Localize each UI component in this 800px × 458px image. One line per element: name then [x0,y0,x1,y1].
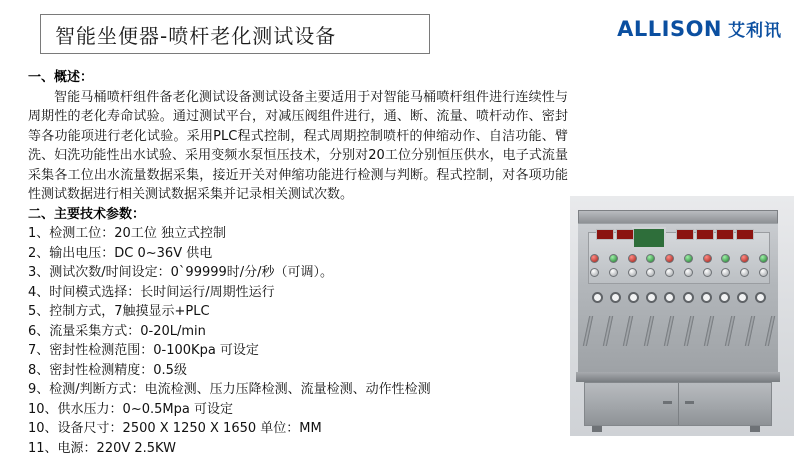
control-knob[interactable] [628,268,637,277]
hmi-touchscreen [632,227,666,249]
overview-paragraph: 智能马桶喷杆组件备老化测试设备测试设备主要适用于对智能马桶喷杆组件进行连续性与周期性的老化寿命试验。通过测试平台，对减压阀组件进行，通、断、流量、喷杆动作、密封等各功能项进行老化试验。采用PLC程式控制，程式周期控制喷杆的伸缩动作、自洁功能、臂洗、妇洗功能性出水试验、采用变频水泵恒压技术，分别对20工位分别恒压供水，电子式流量采集各工位出水流量数据采集，接近开关对伸缩功能进行检测与判断。程式控制，对各项功能性测试数据进行相关测试数据采集并记录相关测试次数。 [28,88,568,205]
pressure-gauge [628,292,639,303]
pressure-gauge [664,292,675,303]
spray-arm [664,316,674,346]
control-knob[interactable] [684,268,693,277]
spec-item: 10、设备尺寸：2500 X 1250 X 1650 单位：MM [28,419,568,439]
page-title-box [40,14,430,54]
spec-list [28,224,568,458]
control-knob[interactable] [703,268,712,277]
indicator-light [665,254,674,263]
control-knob[interactable] [759,268,768,277]
spray-arm [684,316,694,346]
spec-item: 10、供水压力：0~0.5Mpa 可设定 [28,400,568,420]
spec-item: 8、密封性检测精度：0.5级 [28,361,568,381]
spec-item: 4、时间模式选择：长时间运行/周期性运行 [28,283,568,303]
pressure-gauge [737,292,748,303]
spray-arm [623,316,633,346]
spray-arm [724,316,734,346]
spec-item: 1、检测工位：20工位 独立式控制 [28,224,568,244]
pressure-gauge [592,292,603,303]
control-knob[interactable] [590,268,599,277]
spray-arm [704,316,714,346]
work-bench [576,372,780,382]
indicator-light [721,254,730,263]
indicator-light [703,254,712,263]
digital-display [736,229,754,240]
pressure-gauge [646,292,657,303]
spray-arm [643,316,653,346]
indicator-light [684,254,693,263]
spec-item: 3、测试次数/时间设定：0`99999时/分/秒（可调）。 [28,263,568,283]
specs-heading: 二、主要技术参数： [28,205,568,225]
spec-item: 11、电源：220V 2.5KW [28,439,568,458]
control-knob[interactable] [665,268,674,277]
indicator-light [590,254,599,263]
door-divider [678,383,679,425]
spray-arm-row [586,316,772,346]
indicator-light [740,254,749,263]
digital-display [616,229,634,240]
spec-item: 5、控制方式，7触摸显示+PLC [28,302,568,322]
indicator-light [759,254,768,263]
pressure-gauge [683,292,694,303]
pressure-gauge [755,292,766,303]
lower-cabinet [584,382,772,426]
digital-display [676,229,694,240]
cabinet-foot [750,426,760,432]
indicator-light [646,254,655,263]
control-knob[interactable] [609,268,618,277]
pressure-gauge-row [592,292,766,303]
brand-name-cn: 艾利讯 [728,16,782,41]
pressure-gauge [610,292,621,303]
control-knob[interactable] [740,268,749,277]
indicator-light [609,254,618,263]
spec-item: 6、流量采集方式：0-20L/min [28,322,568,342]
test-equipment-photo [570,196,794,436]
indicator-light-row [590,254,768,263]
spec-item: 7、密封性检测范围：0-100Kpa 可设定 [28,341,568,361]
page-title: 智能坐便器-喷杆老化测试设备 [55,20,336,49]
spec-item: 9、检测/判断方式：电流检测、压力压降检测、流量检测、动作性检测 [28,380,568,400]
document-content [28,68,568,458]
cabinet-foot [592,426,602,432]
brand-name-en: ALLISON [617,17,722,41]
door-handle[interactable] [663,401,672,404]
indicator-light [628,254,637,263]
control-knob[interactable] [646,268,655,277]
spray-arm [745,316,755,346]
spec-item: 2、输出电压：DC 0~36V 供电 [28,244,568,264]
overview-heading: 一、概述： [28,68,568,88]
door-handle[interactable] [685,401,694,404]
digital-display [716,229,734,240]
control-knob[interactable] [721,268,730,277]
digital-display [596,229,614,240]
spray-arm [603,316,613,346]
control-knob-row[interactable] [590,268,768,277]
pressure-gauge [701,292,712,303]
pressure-gauge [719,292,730,303]
brand-logo [617,16,782,41]
digital-display [696,229,714,240]
cabinet-top [578,210,778,224]
